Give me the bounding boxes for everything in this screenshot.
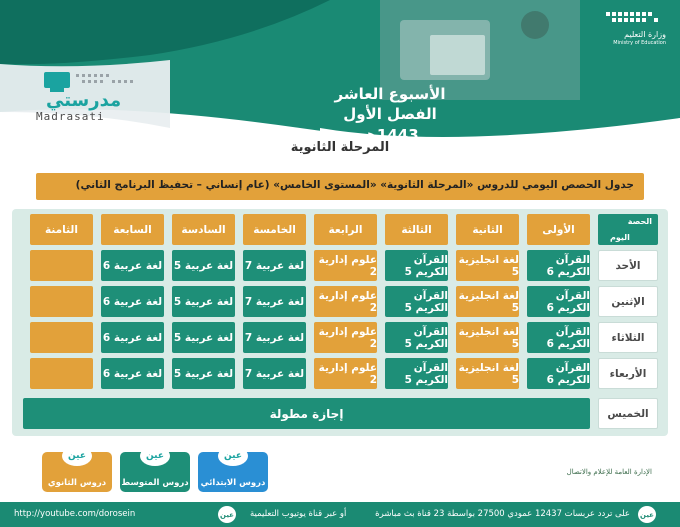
madrasati-name: مدرستي [46, 90, 122, 111]
lesson-cell: القرآن الكريم 6 [527, 322, 590, 353]
day-cell: الأربعاء [598, 358, 658, 389]
lesson-cell: علوم إدارية 2 [314, 286, 377, 317]
period-header: الرابعة [314, 214, 377, 245]
lesson-cell: لغة انجليزية 5 [456, 286, 519, 317]
period-header: الخامسة [243, 214, 306, 245]
day-cell-thursday: الخميس [598, 398, 658, 429]
lesson-cell: القرآن الكريم 6 [527, 250, 590, 281]
madrasati-name-en: Madrasati [36, 110, 105, 123]
lesson-cell: لغة انجليزية 5 [456, 322, 519, 353]
youtube-link[interactable]: http://youtube.com/dorosein [14, 509, 136, 519]
lesson-cell: لغة عربية 7 [243, 250, 306, 281]
media-dept-logo: الإدارة العامة للإعلام والاتصال [566, 468, 652, 476]
lesson-cell: لغة عربية 5 [172, 358, 235, 389]
corner-cell [598, 214, 658, 245]
day-cell: الثلاثاء [598, 322, 658, 353]
ain-badge-icon: عين [140, 446, 170, 466]
program-button-intermediate[interactable] [120, 452, 190, 492]
holiday-cell: إجازة مطولة [23, 398, 590, 429]
lesson-cell: لغة انجليزية 5 [456, 358, 519, 389]
ministry-name-en: Ministry of Education [613, 39, 666, 46]
lesson-cell: لغة عربية 6 [101, 250, 164, 281]
lesson-cell: القرآن الكريم 5 [385, 322, 448, 353]
corner-period-label: الحصة [627, 217, 652, 226]
youtube-text: أو عبر قناة يوتيوب التعليمية [250, 509, 347, 519]
schedule-banner: جدول الحصص اليومي للدروس «المرحلة الثانوية» «المستوى الخامس» (عام إنساني – تحفيظ البرنامج الثاني) [36, 173, 644, 200]
program-button-secondary[interactable] [42, 452, 112, 492]
program-label: دروس الثانوي [47, 478, 107, 488]
day-cell: الأحد [598, 250, 658, 281]
period-header: السادسة [172, 214, 235, 245]
day-cell: الإثنين [598, 286, 658, 317]
program-button-primary[interactable] [198, 452, 268, 492]
stage-title: المرحلة الثانوية [290, 140, 390, 155]
lesson-cell: لغة عربية 5 [172, 322, 235, 353]
lesson-cell: لغة عربية 7 [243, 286, 306, 317]
period-header: الأولى [527, 214, 590, 245]
lesson-cell: القرآن الكريم 5 [385, 286, 448, 317]
ain-badge-icon: عين [218, 506, 236, 523]
program-label: دروس المتوسط [121, 478, 189, 488]
schedule-table [12, 209, 668, 436]
lesson-cell: لغة عربية 5 [172, 250, 235, 281]
corner-day-label: اليوم [610, 233, 630, 242]
empty-cell [30, 322, 93, 353]
ain-badge-icon: عين [218, 446, 248, 466]
period-header: الثامنة [30, 214, 93, 245]
lesson-cell: القرآن الكريم 5 [385, 250, 448, 281]
lesson-cell: علوم إدارية 2 [314, 250, 377, 281]
lesson-cell: علوم إدارية 2 [314, 358, 377, 389]
empty-cell [30, 250, 93, 281]
ain-badge-icon: عين [62, 446, 92, 466]
period-header: الثانية [456, 214, 519, 245]
empty-cell [30, 286, 93, 317]
broadcast-text: على تردد عربسات 12437 عمودي 27500 بواسطة 23 قناة بث مباشرة [375, 509, 630, 519]
empty-cell [30, 358, 93, 389]
lesson-cell: القرآن الكريم 5 [385, 358, 448, 389]
ministry-name [586, 30, 666, 46]
lesson-cell: لغة عربية 5 [172, 286, 235, 317]
program-label: دروس الابتدائي [200, 478, 266, 488]
lesson-cell: القرآن الكريم 6 [527, 358, 590, 389]
lesson-cell: القرآن الكريم 6 [527, 286, 590, 317]
lesson-cell: لغة انجليزية 5 [456, 250, 519, 281]
week-line-2: الفصل الأول 1443هـ [343, 105, 437, 144]
week-title [315, 84, 465, 145]
ministry-logo-icon [604, 10, 664, 28]
lesson-cell: لغة عربية 6 [101, 322, 164, 353]
lesson-cell: لغة عربية 7 [243, 358, 306, 389]
lesson-cell: لغة عربية 6 [101, 286, 164, 317]
footer-bar [0, 502, 680, 527]
lesson-cell: علوم إدارية 2 [314, 322, 377, 353]
header-banner [0, 0, 680, 150]
ain-badge-icon: عين [638, 506, 656, 523]
period-header: السابعة [101, 214, 164, 245]
lesson-cell: لغة عربية 7 [243, 322, 306, 353]
week-line-1: الأسبوع العاشر [334, 85, 446, 103]
lesson-cell: لغة عربية 6 [101, 358, 164, 389]
ministry-name-ar: وزارة التعليم [624, 30, 666, 39]
period-header: الثالثة [385, 214, 448, 245]
